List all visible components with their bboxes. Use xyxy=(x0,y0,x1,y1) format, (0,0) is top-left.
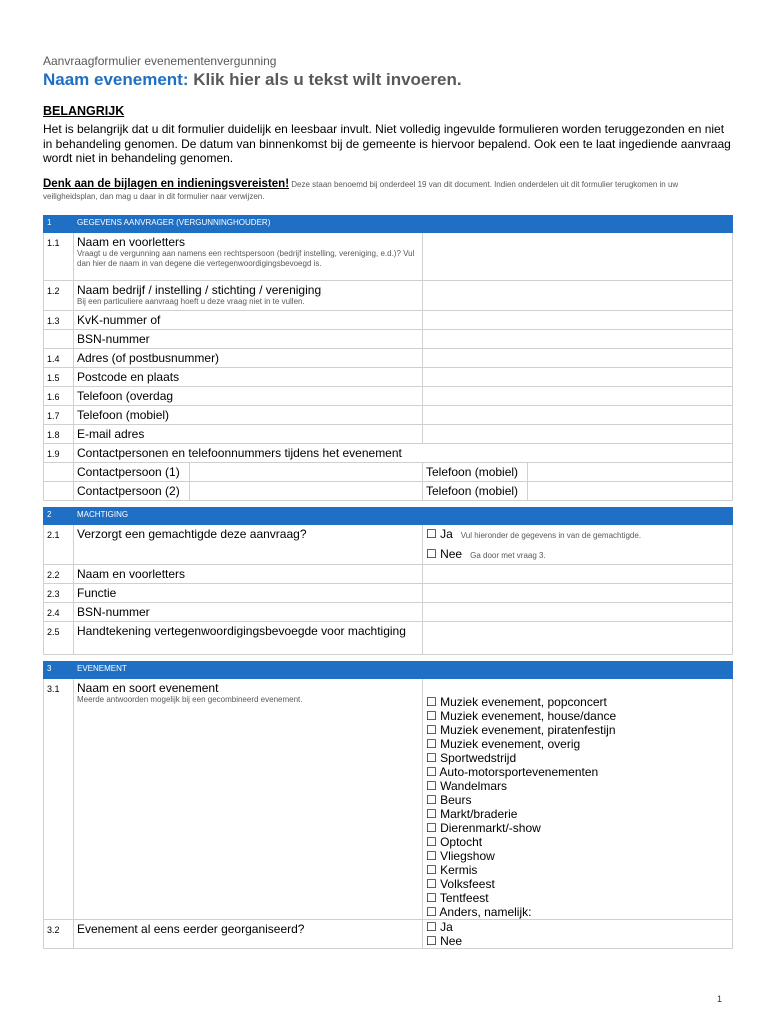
form-row xyxy=(44,524,733,564)
address-input-cell[interactable] xyxy=(423,348,733,367)
event-type-option[interactable]: ☐ Muziek evenement, house/dance xyxy=(426,708,617,723)
field-label: Naam bedrijf / instelling / stichting / vereniging xyxy=(77,282,322,297)
form-row xyxy=(44,564,733,583)
form-row xyxy=(44,280,733,310)
form-row xyxy=(44,386,733,405)
event-type-option[interactable]: ☐ Wandelmars xyxy=(426,778,507,793)
field-label: Naam en voorletters xyxy=(77,234,186,249)
field-label: KvK-nummer of xyxy=(77,312,161,327)
section-title: MACHTIGING xyxy=(74,507,733,524)
row-number: 1.6 xyxy=(44,386,74,405)
event-type-option[interactable]: ☐ Auto-motorsportevenementen xyxy=(426,764,599,779)
row-number: 1.2 xyxy=(44,280,74,310)
attachments-heading: Denk aan de bijlagen en indieningsvereisten! xyxy=(43,177,290,190)
form-row xyxy=(44,621,733,654)
important-heading: BELANGRIJK xyxy=(43,104,125,118)
field-note: Meerde antwoorden mogelijk bij een gecombineerd evenement. xyxy=(77,694,303,704)
row-number: 1.5 xyxy=(44,367,74,386)
form-row xyxy=(44,329,733,348)
row-number: 3.1 xyxy=(44,678,74,919)
phone-day-input-cell[interactable] xyxy=(423,386,733,405)
event-type-options xyxy=(423,678,733,919)
event-type-option[interactable]: ☐ Volksfeest xyxy=(426,876,495,891)
event-type-option[interactable]: ☐ Muziek evenement, popconcert xyxy=(426,694,607,709)
field-label: Contactpersoon (2) xyxy=(77,483,180,498)
contact1-input-cell[interactable] xyxy=(190,462,423,481)
form-subtitle: Aanvraagformulier evenementenvergunning xyxy=(43,54,277,68)
checkbox-ja[interactable]: ☐ Ja xyxy=(426,526,453,541)
field-label: Adres (of postbusnummer) xyxy=(77,350,220,365)
contact1-phone-input-cell[interactable] xyxy=(528,462,733,481)
contact2-phone-input-cell[interactable] xyxy=(528,481,733,500)
row-number: 2.1 xyxy=(44,524,74,564)
field-label: Naam en soort evenement xyxy=(77,680,219,695)
form-row xyxy=(44,367,733,386)
email-input-cell[interactable] xyxy=(423,424,733,443)
section-number: 1 xyxy=(44,215,74,232)
field-label: Verzorgt een gemachtigde deze aanvraag? xyxy=(77,526,307,541)
auth-name-input-cell[interactable] xyxy=(423,564,733,583)
important-text: Het is belangrijk dat u dit formulier duidelijk en leesbaar invult. Niet volledig ingevulde formulieren worden teruggezonden en niet in behandeling genomen. De datum van binnenkomst bij de gemeente is hiervoor bepalend. Ook een te laat ingediende aanvraag wordt niet in behandeling genomen. xyxy=(43,122,731,165)
section-title: EVENEMENT xyxy=(74,661,733,678)
field-label: Telefoon (mobiel) xyxy=(77,407,170,422)
form-row xyxy=(44,481,733,500)
form-row xyxy=(44,348,733,367)
row-number: 2.2 xyxy=(44,564,74,583)
event-type-option[interactable]: ☐ Beurs xyxy=(426,792,472,807)
event-type-option[interactable]: ☐ Anders, namelijk: xyxy=(426,904,532,919)
kvk-input-cell[interactable] xyxy=(423,310,733,329)
option-note: Ga door met vraag 3. xyxy=(470,550,546,560)
form-row xyxy=(44,443,733,462)
checkbox-nee[interactable]: ☐ Nee xyxy=(426,546,463,561)
event-type-option[interactable]: ☐ Muziek evenement, piratenfestijn xyxy=(426,722,616,737)
field-label: E-mail adres xyxy=(77,426,145,441)
field-label: BSN-nummer xyxy=(77,604,150,619)
event-type-option[interactable]: ☐ Vliegshow xyxy=(426,848,495,863)
section-number: 3 xyxy=(44,661,74,678)
field-label: Evenement al eens eerder georganiseerd? xyxy=(77,921,305,936)
bsn-input-cell[interactable] xyxy=(423,329,733,348)
section-title: GEGEVENS AANVRAGER (VERGUNNINGHOUDER) xyxy=(74,215,733,232)
company-input-cell[interactable] xyxy=(423,280,733,310)
field-label: Telefoon (overdag xyxy=(77,388,174,403)
form-row xyxy=(44,424,733,443)
row-number: 1.3 xyxy=(44,310,74,329)
event-name-field[interactable]: Klik hier als u tekst wilt invoeren. xyxy=(193,70,462,89)
section-header xyxy=(44,507,733,524)
field-label: Naam en voorletters xyxy=(77,566,186,581)
form-row xyxy=(44,232,733,280)
attachments-text: Deze staan benoemd bij onderdeel 19 van dit document. Indien onderdelen uit dit formulier terugkomen in uw veiligheidsplan, dan mag u daar in dit formulier naar verwijzen. xyxy=(43,179,679,201)
form-row xyxy=(44,310,733,329)
field-label: Contactpersonen en telefoonnummers tijdens het evenement xyxy=(77,445,402,460)
row-number: 1.4 xyxy=(44,348,74,367)
checkbox-ja[interactable]: ☐ Ja xyxy=(426,919,453,934)
row-number: 1.9 xyxy=(44,443,74,462)
form-row xyxy=(44,919,733,948)
form-row xyxy=(44,583,733,602)
row-number: 1.1 xyxy=(44,232,74,280)
form-page xyxy=(43,54,732,949)
field-label: BSN-nummer xyxy=(77,331,150,346)
option-note: Vul hieronder de gegevens in van de gemachtigde. xyxy=(460,530,642,540)
event-type-option[interactable]: ☐ Dierenmarkt/-show xyxy=(426,820,541,835)
section-number: 2 xyxy=(44,507,74,524)
row-number: 2.5 xyxy=(44,621,74,654)
field-label: Telefoon (mobiel) xyxy=(426,464,519,479)
postcode-input-cell[interactable] xyxy=(423,367,733,386)
form-row xyxy=(44,405,733,424)
row-number: 3.2 xyxy=(44,919,74,948)
field-label: Handtekening vertegenwoordigingsbevoegde voor machtiging xyxy=(77,623,406,638)
form-row xyxy=(44,602,733,621)
field-label: Functie xyxy=(77,585,117,600)
field-label: Telefoon (mobiel) xyxy=(426,483,519,498)
phone-mobile-input-cell[interactable] xyxy=(423,405,733,424)
section-header xyxy=(44,661,733,678)
auth-bsn-input-cell[interactable] xyxy=(423,602,733,621)
event-type-option[interactable]: ☐ Kermis xyxy=(426,862,478,877)
event-type-option[interactable]: ☐ Tentfeest xyxy=(426,890,489,905)
row-number: 1.7 xyxy=(44,405,74,424)
row-number: 2.4 xyxy=(44,602,74,621)
checkbox-nee[interactable]: ☐ Nee xyxy=(426,933,463,948)
field-note: Bij een particuliere aanvraag hoeft u deze vraag niet in te vullen. xyxy=(77,296,305,306)
field-label: Postcode en plaats xyxy=(77,369,180,384)
page-number: 1 xyxy=(716,994,722,1004)
page-title xyxy=(43,70,732,90)
contact2-input-cell[interactable] xyxy=(190,481,423,500)
event-type-option[interactable]: ☐ Optocht xyxy=(426,834,483,849)
event-type-option[interactable]: ☐ Sportwedstrijd xyxy=(426,750,517,765)
row-number: 1.8 xyxy=(44,424,74,443)
field-label: Contactpersoon (1) xyxy=(77,464,180,479)
title-label: Naam evenement: xyxy=(43,70,189,89)
attachments-notice xyxy=(43,178,732,203)
name-input-cell[interactable] xyxy=(423,232,733,280)
function-input-cell[interactable] xyxy=(423,583,733,602)
event-type-option[interactable]: ☐ Muziek evenement, overig xyxy=(426,736,581,751)
form-row xyxy=(44,462,733,481)
section-header xyxy=(44,215,733,232)
row-number: 2.3 xyxy=(44,583,74,602)
signature-input-cell[interactable] xyxy=(423,621,733,654)
field-note: Vraagt u de vergunning aan namens een rechtspersoon (bedrijf instelling, vereniging, e.d.)? Vul dan hier de naam in van degene die vertegenwoordigingsbevoegd is. xyxy=(77,248,415,268)
form-row xyxy=(44,678,733,919)
form-table xyxy=(43,215,733,949)
event-type-option[interactable]: ☐ Markt/braderie xyxy=(426,806,518,821)
